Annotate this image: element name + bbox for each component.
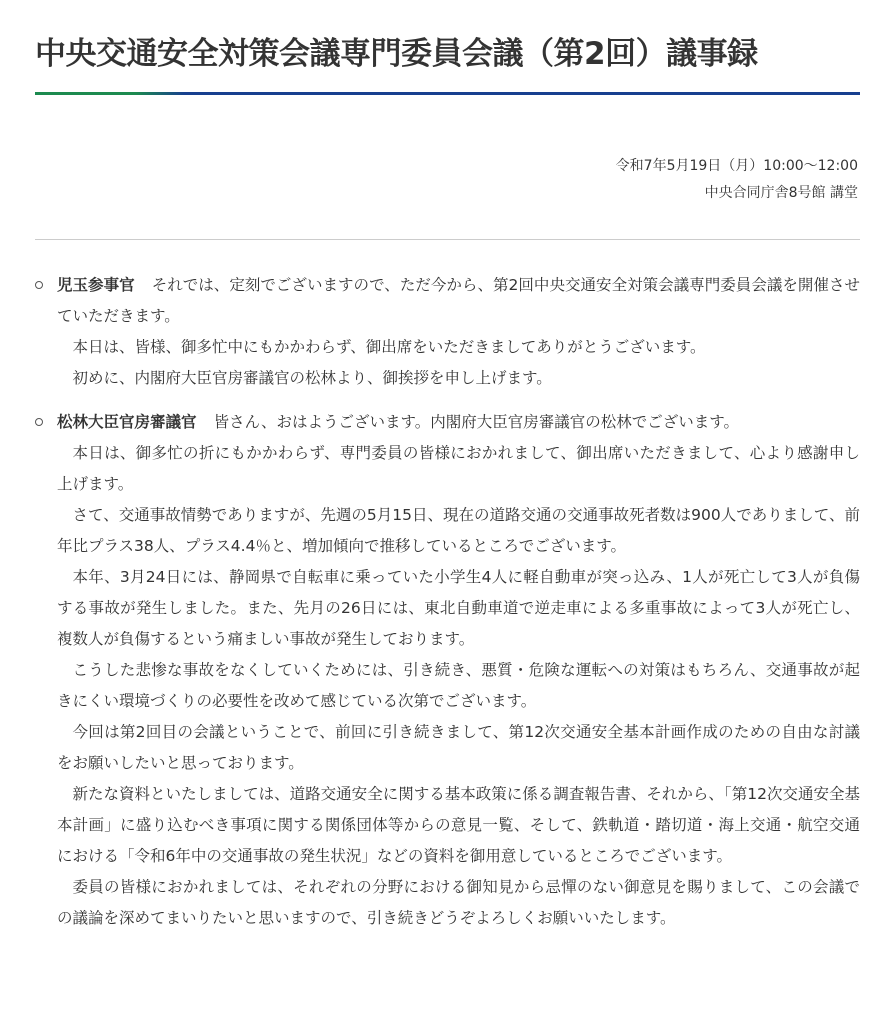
statement-paragraph: 今回は第2回目の会議ということで、前回に引き続きまして、第12次交通安全基本計画作成のための自由な討議をお願いしたいと思っております。 [57,723,860,772]
statement-paragraph [57,407,860,438]
statement-paragraph: 委員の皆様におかれましては、それぞれの分野における御知見から忌憚のない御意見を賜りまして、この会議での議論を深めてまいりたいと思いますので、引き続きどうぞよろしくお願いいたします。 [57,878,860,927]
minutes-body [35,270,860,934]
statement-paragraph: 本年、3月24日には、静岡県で自転車に乗っていた小学生4人に軽自動車が突っ込み、1人が死亡して3人が負傷する事故が発生しました。また、先月の26日には、東北自動車道で逆走車による多重事故によって3人が死亡し、複数人が負傷するという痛ましい事故が発生しております。 [57,568,860,648]
statement-paragraph [57,270,860,332]
statement-paragraph: 初めに、内閣府大臣官房審議官の松林より、御挨拶を申し上げます。 [72,369,552,387]
meeting-datetime: 令和7年5月19日（月）10:00～12:00 [615,158,858,174]
paragraph-text: 皆さん、おはようございます。内閣府大臣官房審議官の松林でございます。 [213,413,740,431]
statement-paragraph: 本日は、皆様、御多忙中にもかかわらず、御出席をいただきましてありがとうございます。 [72,338,706,356]
meeting-venue: 中央合同庁舎8号館 講堂 [704,185,858,201]
title-underline [35,92,860,95]
statement [35,270,860,394]
statement-paragraph: 本日は、御多忙の折にもかかわらず、専門委員の皆様におかれまして、御出席いただきまして、心より感謝申し上げます。 [57,444,860,493]
circle-bullet-icon [35,418,43,426]
statement-paragraph: さて、交通事故情勢でありますが、先週の5月15日、現在の道路交通の交通事故死者数は900人でありまして、前年比プラス38人、プラス4.4％と、増加傾向で推移しているところでございます。 [57,506,860,555]
speaker-name: 松林大臣官房審議官 [57,413,197,431]
circle-bullet-icon [35,281,43,289]
speaker-name: 児玉参事官 [57,276,135,294]
meeting-info [616,153,858,207]
statement [35,407,860,934]
statement-paragraph: こうした悲惨な事故をなくしていくためには、引き続き、悪質・危険な運転への対策はもちろん、交通事故が起きにくい環境づくりの必要性を改めて感じている次第でございます。 [57,661,860,710]
statement-paragraph: 新たな資料といたしましては、道路交通安全に関する基本政策に係る調査報告書、それから、「第12次交通安全基本計画」に盛り込むべき事項に関する関係団体等からの意見一覧、そして、鉄軌道・踏切道・海上交通・航空交通における「令和6年中の交通事故の発生状況」などの資料を御用意しているところでございます。 [57,785,860,865]
paragraph-text: それでは、定刻でございますので、ただ今から、第2回中央交通安全対策会議専門委員会議を開催させていただきます。 [57,276,860,325]
section-divider [35,239,860,240]
page-title: 中央交通安全対策会議専門委員会議（第2回）議事録 [35,36,758,72]
